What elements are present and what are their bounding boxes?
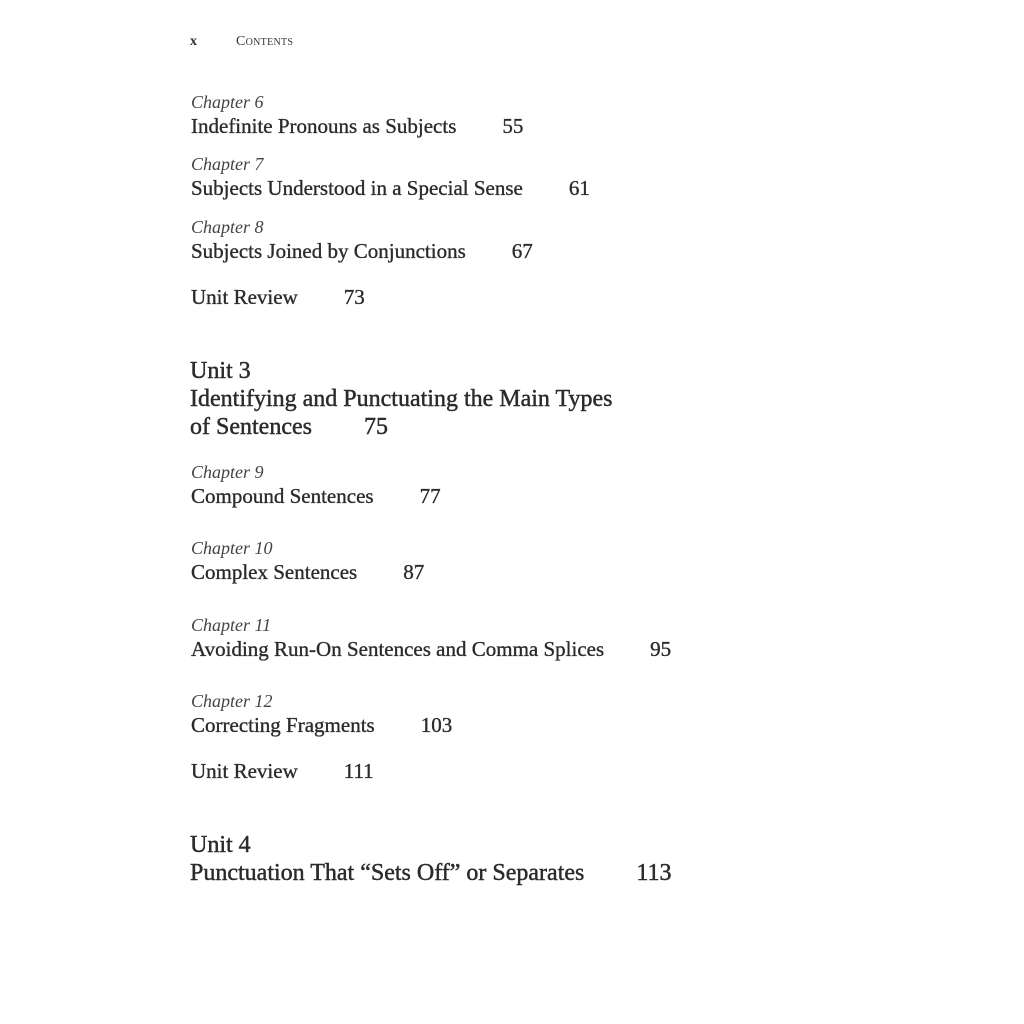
unit-title-line-1: Identifying and Punctuating the Main Types [190,386,613,412]
chapter-label: Chapter 12 [191,691,273,711]
chapter-page-number: 95 [650,637,672,661]
chapter-label: Chapter 6 [191,92,264,112]
chapter-title: Subjects Joined by Conjunctions [191,239,466,263]
unit-title: Punctuation That “Sets Off” or Separates [190,860,585,886]
chapter-label: Chapter 11 [191,615,272,635]
chapter-page-number: 103 [420,713,453,737]
chapter-page-number: 67 [511,239,533,263]
unit-title-line-2: of Sentences [190,414,312,440]
unit-page-number: 113 [636,860,672,886]
unit-review-title: Unit Review [191,759,298,783]
chapter-title: Subjects Understood in a Special Sense [191,176,523,200]
unit-review-page-number: 111 [343,759,374,783]
unit-4-heading[interactable] [190,831,671,887]
unit-review-title: Unit Review [191,285,298,309]
chapter-page-number: 77 [419,484,441,508]
chapter-label: Chapter 7 [191,154,264,174]
toc-entry-chapter-7[interactable] [191,153,590,201]
unit-label: Unit 4 [190,832,251,858]
chapter-label: Chapter 10 [191,538,273,558]
running-head-label: Contents [236,34,294,49]
toc-entry-chapter-12[interactable] [191,690,452,738]
chapter-page-number: 55 [502,114,524,138]
unit-page-number: 75 [363,414,388,440]
running-head-page-number: x [190,34,198,49]
chapter-title: Complex Sentences [191,560,358,584]
unit-3-heading[interactable] [190,357,612,441]
unit-label: Unit 3 [190,358,251,384]
chapter-title: Correcting Fragments [191,713,375,737]
toc-entry-unit-review-2[interactable] [191,758,374,784]
toc-entry-chapter-11[interactable] [191,614,671,662]
unit-review-page-number: 73 [343,285,365,309]
chapter-page-number: 61 [568,176,590,200]
toc-entry-chapter-9[interactable] [191,461,441,509]
toc-entry-chapter-10[interactable] [191,537,424,585]
chapter-label: Chapter 8 [191,217,264,237]
toc-entry-unit-review-1[interactable] [191,284,365,310]
toc-entry-chapter-6[interactable] [191,91,523,139]
chapter-label: Chapter 9 [191,462,264,482]
chapter-title: Avoiding Run-On Sentences and Comma Splices [191,637,605,661]
chapter-title: Indefinite Pronouns as Subjects [191,114,457,138]
chapter-page-number: 87 [403,560,425,584]
running-head [190,34,293,50]
chapter-title: Compound Sentences [191,484,374,508]
toc-entry-chapter-8[interactable] [191,216,533,264]
